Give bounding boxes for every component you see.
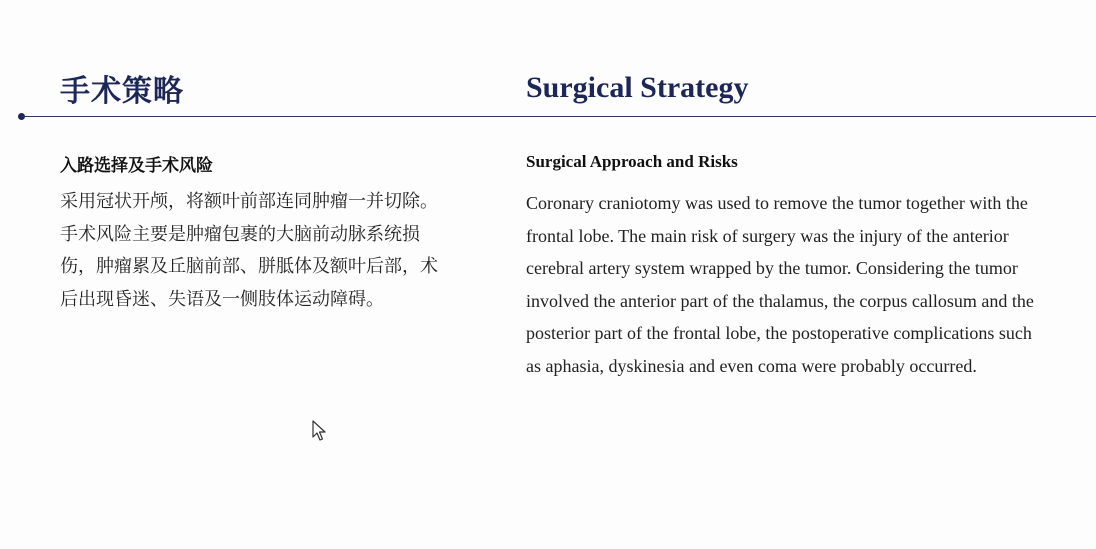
title-divider <box>22 116 1096 117</box>
page-title-chinese: 手术策略 <box>60 74 184 109</box>
page-title-english: Surgical Strategy <box>526 71 749 104</box>
section-heading-english: Surgical Approach and Risks <box>526 152 738 171</box>
body-text-chinese: 采用冠状开颅，将额叶前部连同肿瘤一并切除。手术风险主要是肿瘤包裹的大脑前动脉系统损伤，肿瘤累及丘脑前部、胼胝体及额叶后部，术后出现昏迷、失语及一侧肢体运动障碍。 <box>60 191 438 310</box>
body-text-english: Coronary craniotomy was used to remove the tumor together with the frontal lobe. The main risk of surgery was the injury of the anterior cerebral artery system wrapped by the tumor. Considering the tumor involved the anterior part of the thalamus, the corpus callosum and the posterior part of the frontal lobe, the postoperative complications such as aphasia, dyskinesia and even coma were probably occurred. <box>526 193 1034 376</box>
section-heading-chinese: 入路选择及手术风险 <box>60 156 213 176</box>
mouse-pointer-icon <box>312 420 326 442</box>
